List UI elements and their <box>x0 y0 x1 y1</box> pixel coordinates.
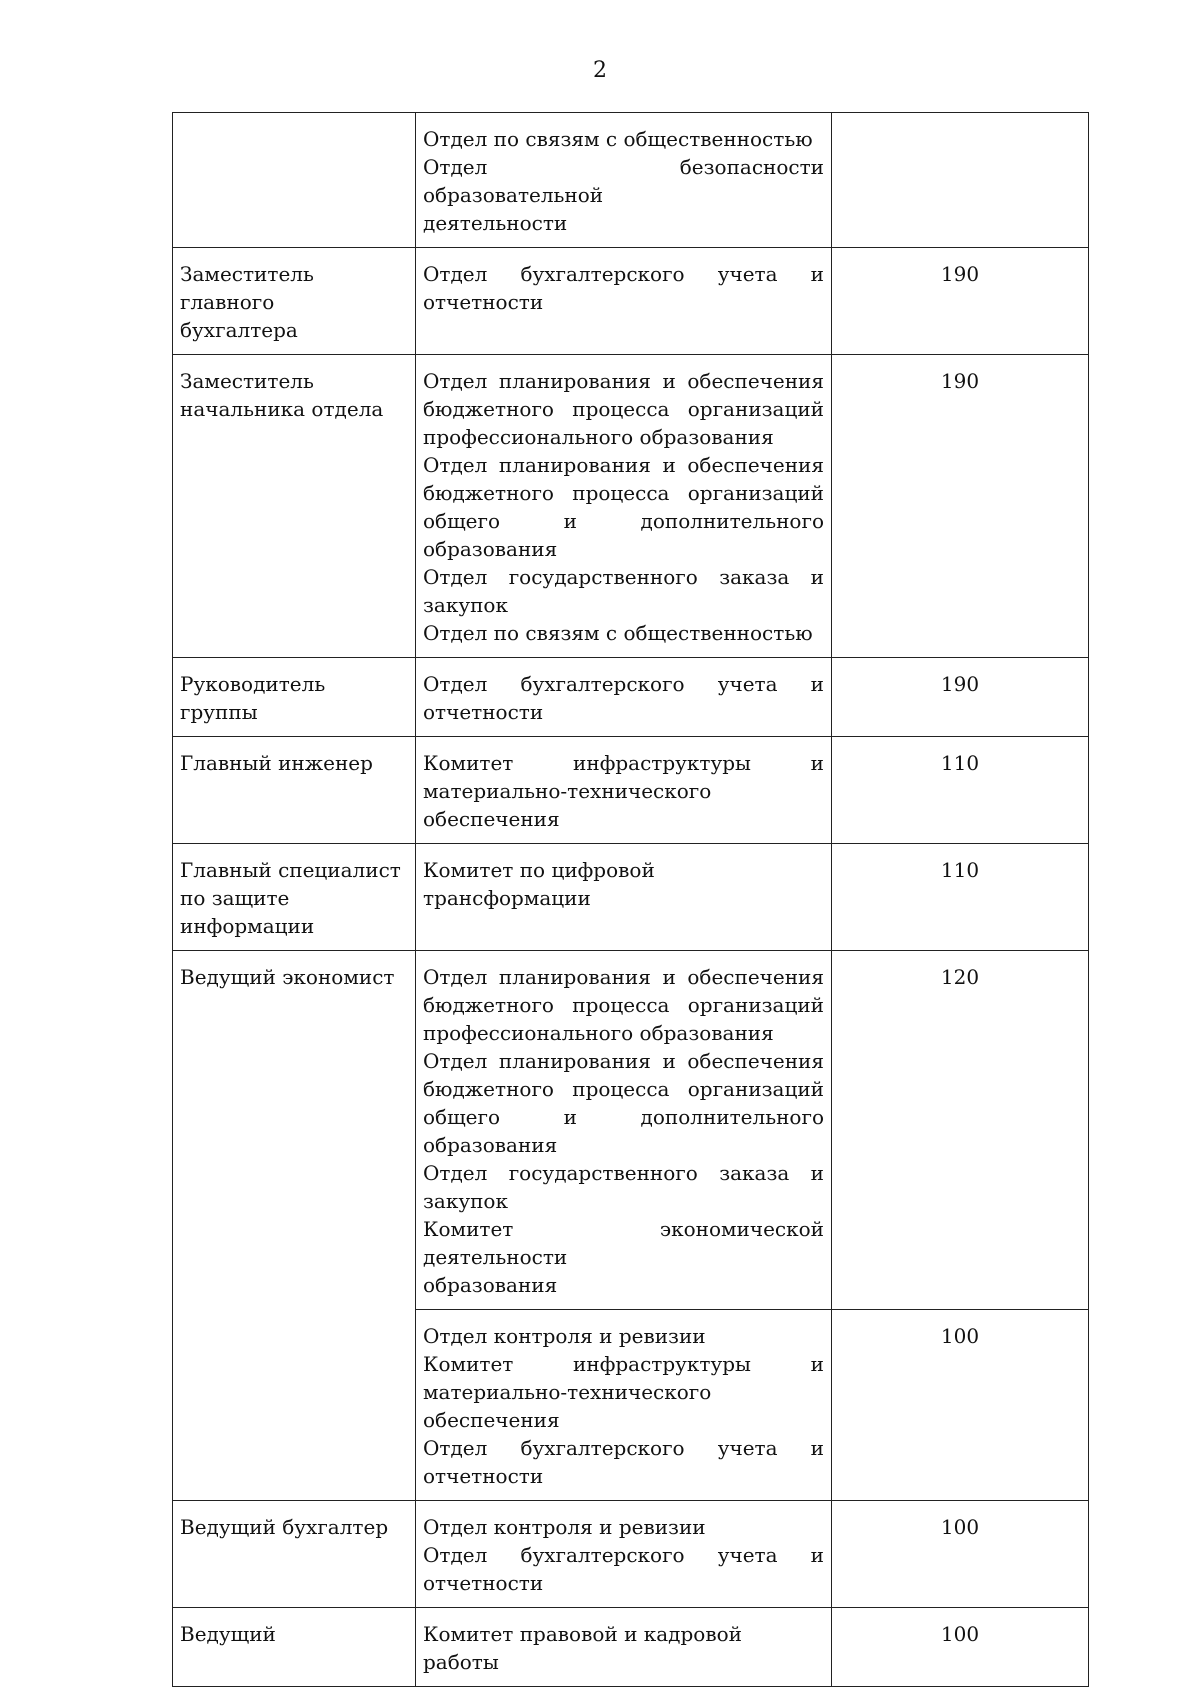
department-line: Отдел бухгалтерского учета и <box>423 1436 824 1460</box>
department-cell <box>416 737 832 844</box>
position-cell <box>173 1608 416 1687</box>
department-line: Отдел планирования и обеспечения <box>423 965 824 989</box>
department-line: Отдел по связям с общественностью <box>423 621 813 645</box>
table-row <box>173 951 1089 1310</box>
table-row <box>173 844 1089 951</box>
department-line: обеспечения <box>423 1408 560 1432</box>
table-row <box>173 1501 1089 1608</box>
department-line: бюджетного процесса организаций <box>423 993 824 1017</box>
position-cell <box>173 113 416 248</box>
positions-table <box>172 112 1089 1687</box>
position-cell <box>173 248 416 355</box>
department-line: Отдел бухгалтерского учета и <box>423 672 824 696</box>
amount-cell: 120 <box>832 951 1089 1310</box>
department-line: Отдел планирования и обеспечения <box>423 369 824 393</box>
department-line: бюджетного процесса организаций <box>423 481 824 505</box>
department-line: закупок <box>423 1189 508 1213</box>
department-line: Комитет инфраструктуры и <box>423 751 824 775</box>
department-line: материально-технического <box>423 779 712 803</box>
position-line: Руководитель группы <box>180 672 326 724</box>
department-line: профессионального образования <box>423 425 774 449</box>
position-line: информации <box>180 914 315 938</box>
department-line: общего и дополнительного <box>423 509 824 533</box>
department-line: образования <box>423 537 558 561</box>
department-line: Отдел контроля и ревизии <box>423 1324 706 1348</box>
position-line: Заместитель <box>180 369 314 393</box>
amount-cell: 190 <box>832 248 1089 355</box>
department-cell <box>416 113 832 248</box>
department-line: Комитет инфраструктуры и <box>423 1352 824 1376</box>
position-line: начальника отдела <box>180 397 384 421</box>
department-line: образования <box>423 1133 558 1157</box>
position-cell <box>173 355 416 658</box>
department-line: Отдел бухгалтерского учета и <box>423 1543 824 1567</box>
department-line: Отдел безопасности образовательной <box>423 155 824 207</box>
position-cell <box>173 951 416 1501</box>
department-line: Комитет правовой и кадровой работы <box>423 1622 742 1674</box>
department-line: бюджетного процесса организаций <box>423 397 824 421</box>
position-line: Ведущий <box>180 1622 276 1646</box>
table-row <box>173 355 1089 658</box>
department-line: Отдел бухгалтерского учета и <box>423 262 824 286</box>
department-cell <box>416 248 832 355</box>
amount-cell <box>832 113 1089 248</box>
amount-cell: 110 <box>832 844 1089 951</box>
amount-cell: 110 <box>832 737 1089 844</box>
department-line: бюджетного процесса организаций <box>423 1077 824 1101</box>
department-line: обеспечения <box>423 807 560 831</box>
amount-cell: 190 <box>832 355 1089 658</box>
department-line: профессионального образования <box>423 1021 774 1045</box>
department-line: Отдел по связям с общественностью <box>423 127 813 151</box>
department-line: материально-технического <box>423 1380 712 1404</box>
table-row <box>173 658 1089 737</box>
department-cell <box>416 1310 832 1501</box>
department-cell <box>416 355 832 658</box>
department-line: отчетности <box>423 700 544 724</box>
positions-table-body <box>173 113 1089 1687</box>
department-line: отчетности <box>423 1571 544 1595</box>
amount-cell: 190 <box>832 658 1089 737</box>
position-cell <box>173 737 416 844</box>
department-cell <box>416 1501 832 1608</box>
department-line: образования <box>423 1273 558 1297</box>
department-line: Отдел государственного заказа и <box>423 565 824 589</box>
position-line: Ведущий экономист <box>180 965 395 989</box>
department-cell <box>416 1608 832 1687</box>
department-line: Отдел планирования и обеспечения <box>423 1049 824 1073</box>
department-line: Комитет по цифровой трансформации <box>423 858 655 910</box>
department-cell <box>416 658 832 737</box>
department-line: Отдел государственного заказа и <box>423 1161 824 1185</box>
table-row <box>173 1608 1089 1687</box>
position-cell <box>173 1501 416 1608</box>
amount-cell: 100 <box>832 1310 1089 1501</box>
department-cell <box>416 844 832 951</box>
department-line: отчетности <box>423 290 544 314</box>
position-line: Главный специалист <box>180 858 401 882</box>
department-line: Отдел планирования и обеспечения <box>423 453 824 477</box>
department-line: отчетности <box>423 1464 544 1488</box>
department-cell <box>416 951 832 1310</box>
department-line: деятельности <box>423 211 568 235</box>
position-cell <box>173 844 416 951</box>
table-row <box>173 737 1089 844</box>
amount-cell: 100 <box>832 1501 1089 1608</box>
position-cell <box>173 658 416 737</box>
position-line: Главный инженер <box>180 751 373 775</box>
position-line: бухгалтера <box>180 318 298 342</box>
department-line: Отдел контроля и ревизии <box>423 1515 706 1539</box>
department-line: закупок <box>423 593 508 617</box>
page-number: 2 <box>593 58 607 83</box>
position-line: Ведущий бухгалтер <box>180 1515 389 1539</box>
department-line: Комитет экономической деятельности <box>423 1217 824 1269</box>
table-row <box>173 248 1089 355</box>
position-line: по защите <box>180 886 290 910</box>
position-line: Заместитель главного <box>180 262 314 314</box>
amount-cell: 100 <box>832 1608 1089 1687</box>
table-row <box>173 113 1089 248</box>
department-line: общего и дополнительного <box>423 1105 824 1129</box>
